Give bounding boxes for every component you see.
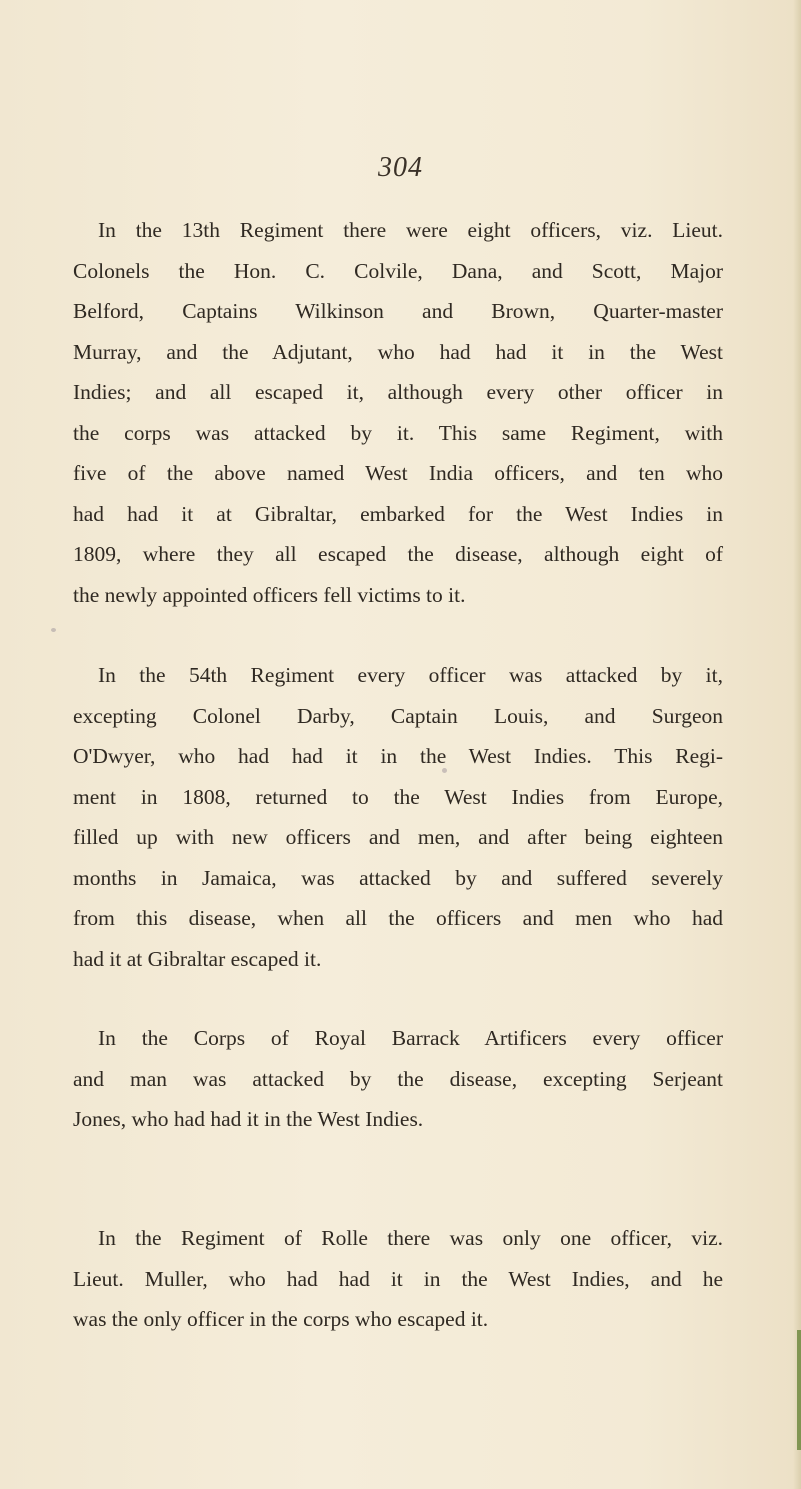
text-line: In the Corps of Royal Barrack Artificers every officer [98, 1026, 723, 1050]
text-line: In the 54th Regiment every officer was attacked by it, [98, 663, 723, 687]
ink-smudge [51, 628, 56, 632]
text-line: In the 13th Regiment there were eight officers, viz. Lieut. [98, 218, 723, 242]
paragraph-barrack-artificers [73, 1018, 723, 1140]
text-line: Indies; and all escaped it, although every other officer in [73, 380, 723, 404]
text-line: Jones, who had had it in the West Indies. [73, 1107, 424, 1131]
text-line: five of the above named West India officers, and ten who [73, 461, 723, 485]
text-line: had had it at Gibraltar, embarked for the West Indies in [73, 501, 723, 526]
page-edge-shadow [793, 0, 801, 1489]
page-edge-stain [797, 1330, 801, 1450]
text-line: from this disease, when all the officers and men who had [73, 906, 723, 930]
text-line: excepting Colonel Darby, Captain Louis, and Surgeon [73, 703, 723, 728]
text-line: Lieut. Muller, who had had it in the West Indies, and he [73, 1266, 723, 1291]
paragraph-13th-regiment [73, 210, 723, 615]
text-line: 1809, where they all escaped the disease, although eight of [73, 542, 723, 566]
text-line: In the Regiment of Rolle there was only one officer, viz. [98, 1226, 723, 1250]
text-line: was the only officer in the corps who escaped it. [73, 1307, 489, 1331]
text-line: and man was attacked by the disease, excepting Serjeant [73, 1066, 723, 1091]
text-line: Colonels the Hon. C. Colvile, Dana, and Scott, Major [73, 258, 723, 283]
text-line: filled up with new officers and men, and after being eighteen [73, 825, 723, 849]
text-line: had it at Gibraltar escaped it. [73, 946, 322, 971]
text-line: the newly appointed officers fell victims to it. [73, 582, 466, 607]
paragraph-54th-regiment [73, 655, 723, 979]
page-number: 304 [378, 152, 423, 183]
text-line: Murray, and the Adjutant, who had had it in the West [73, 339, 723, 364]
text-line: O'Dwyer, who had had it in the West Indies. This Regi- [73, 744, 723, 768]
paragraph-rolle-regiment [73, 1218, 723, 1340]
text-line: Belford, Captains Wilkinson and Brown, Quarter-master [73, 299, 723, 323]
text-line: months in Jamaica, was attacked by and suffered severely [73, 865, 723, 890]
text-line: the corps was attacked by it. This same Regiment, with [73, 420, 723, 445]
text-line: ment in 1808, returned to the West Indies from Europe, [73, 784, 723, 809]
